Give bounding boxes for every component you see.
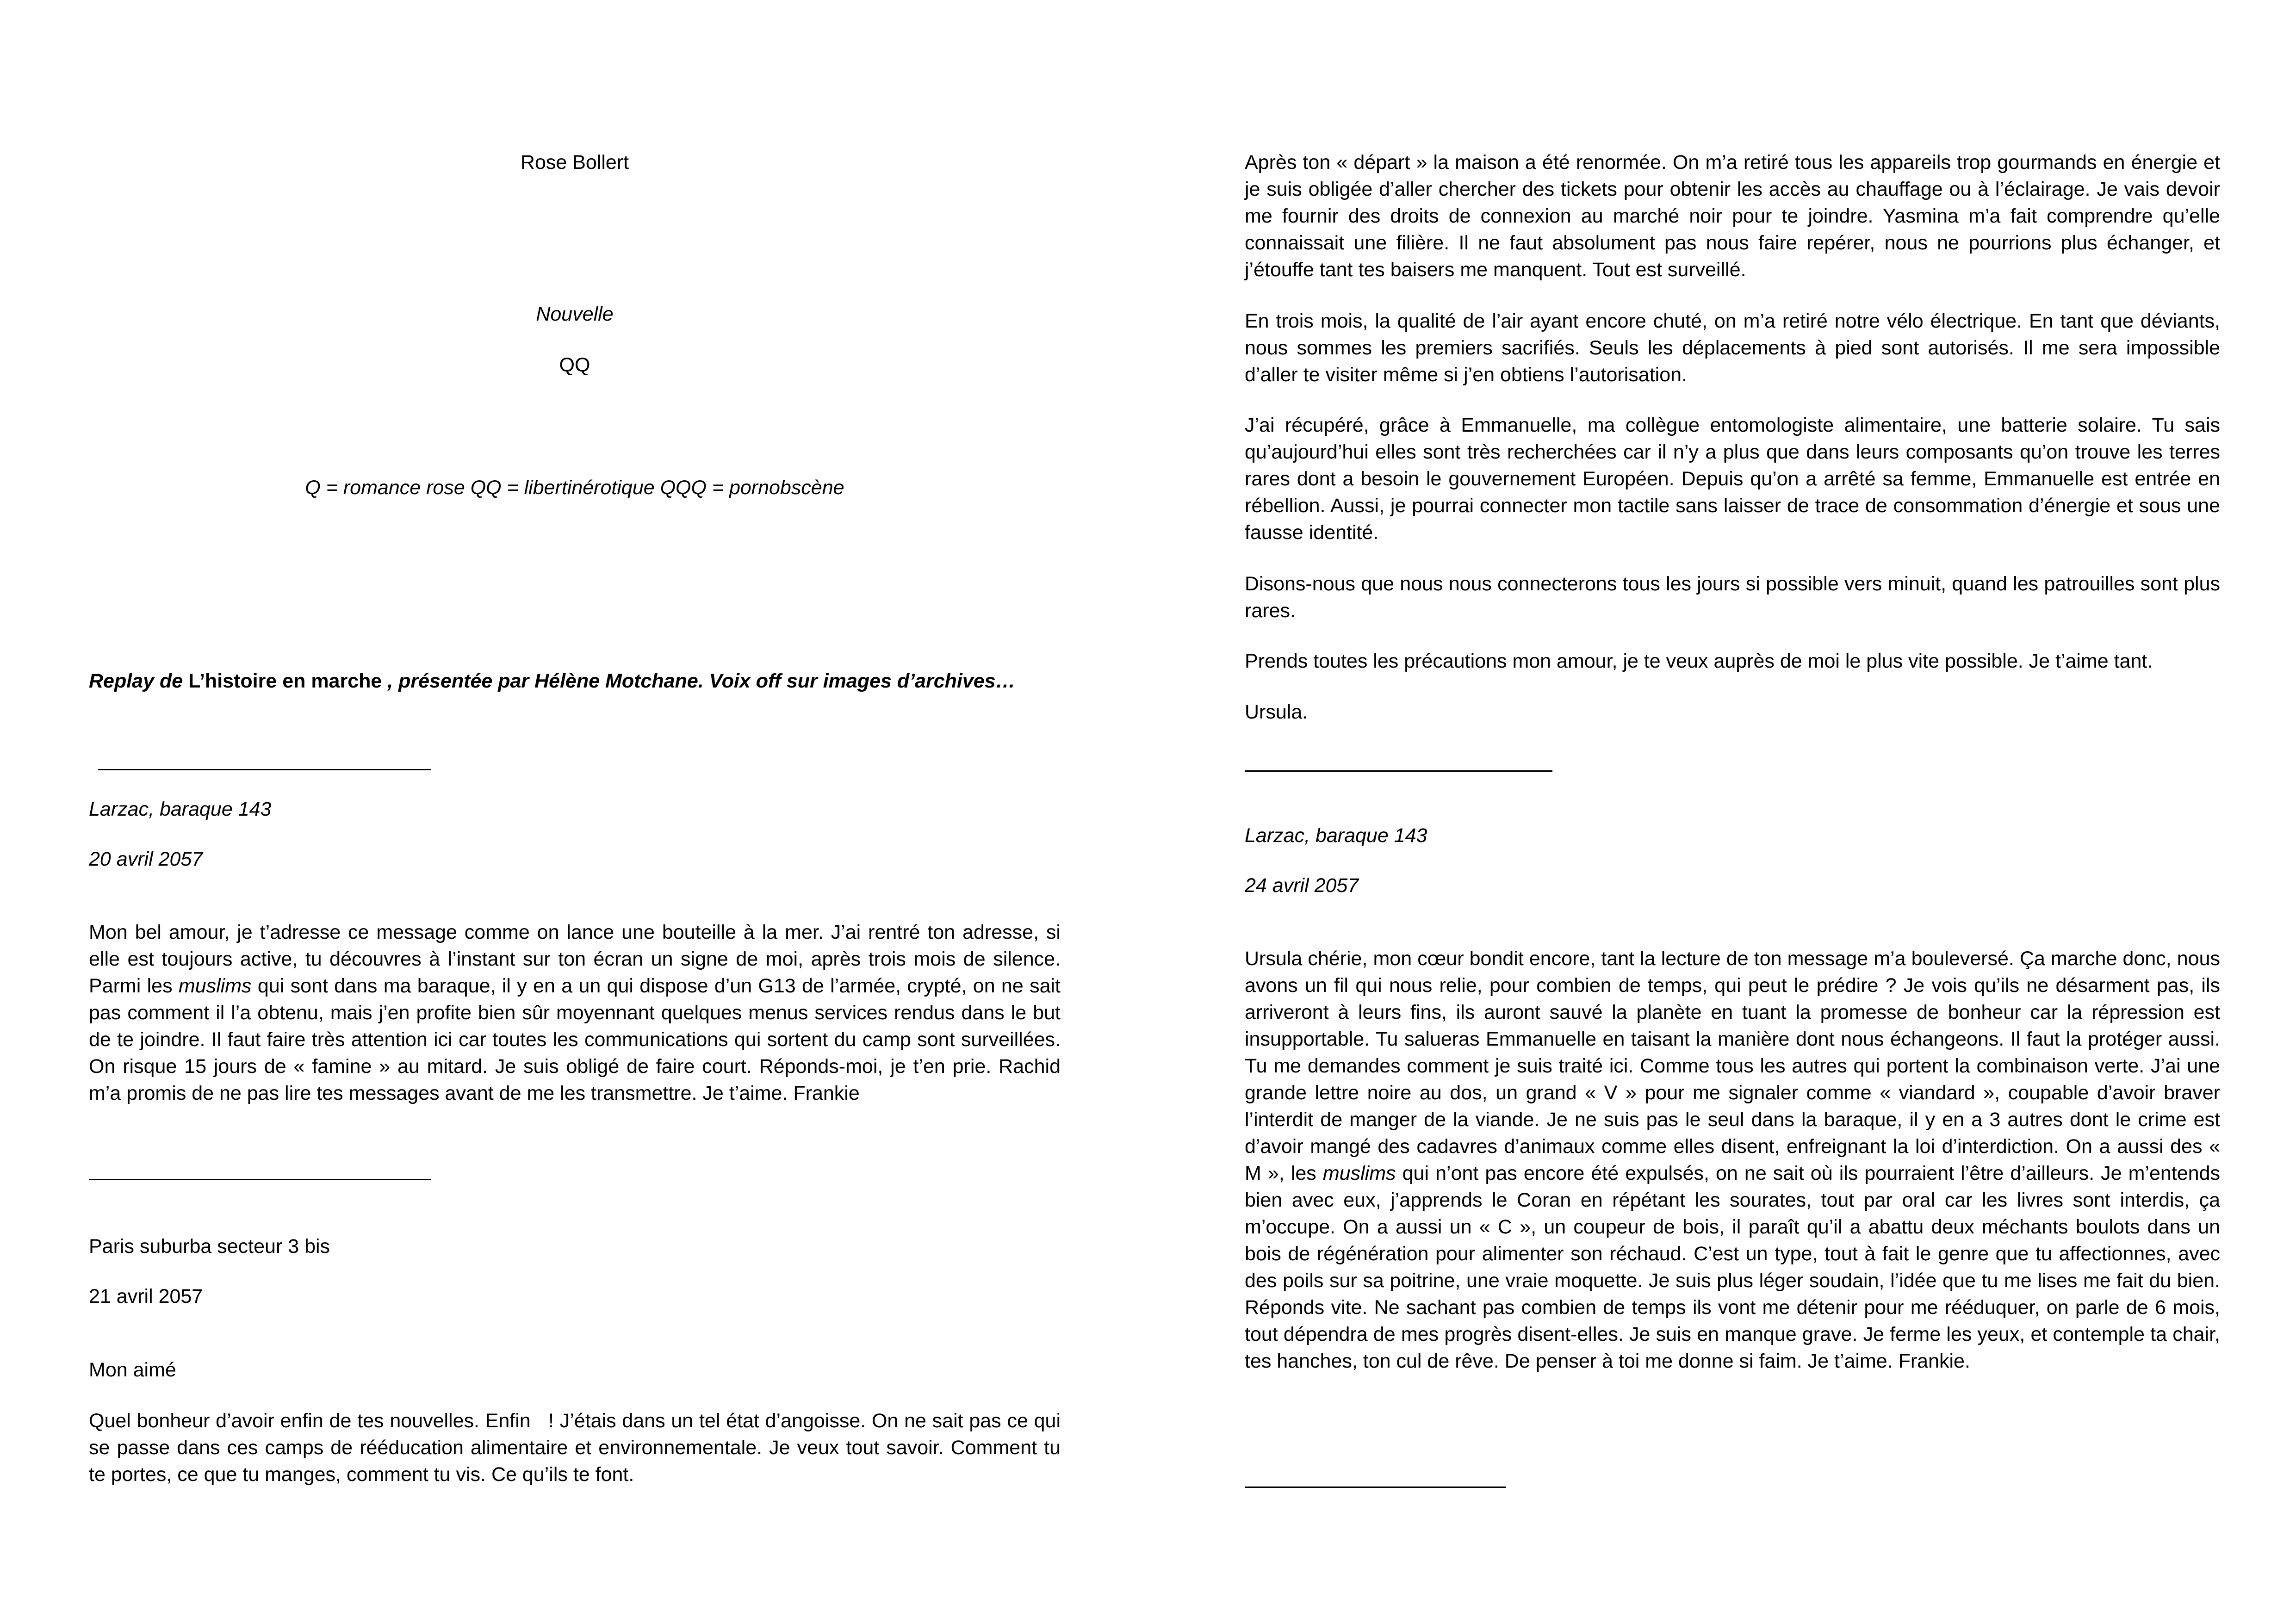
letter2-paragraph-1: Après ton « départ » la maison a été renormée. On m’a retiré tous les appareils trop gourmands en énergie et je suis obligée d’aller chercher des tickets pour obtenir les accès au chauffage ou à l’éclairage. Je vais devoir me fournir des droits de connexion au marché noir pour te joindre. Yasmina m’a fait comprendre qu’elle connaissait une filière. Il ne faut absolument pas nous faire repérer, nous ne pourrions plus échanger, et j’étouffe tant tes baisers me manquent. Tout est surveillé. xyxy=(1245,151,2220,281)
letter3-place: Larzac, baraque 143 xyxy=(1245,824,1427,847)
letter3-body-a: Ursula chérie, mon cœur bondit encore, tant la lecture de ton message m’a bouleversé. Ça marche donc, nous avons un fil qui nous relie, pour combien de temps, qui peut le prédire ? Je vois qu’ils ne désarment pas, ils arriveront à leurs fins, ils auront sauvé la planète en tuant la promesse de bonheur car la répression est insupportable. Tu salueras Emmanuelle en taisant la manière dont nous échangeons. Il faut la protéger aussi. Tu me demandes comment je suis traité ici. Comme tous les autres qui portent la combinaison verte. J’ai une grande lettre noire au dos, un grand « V » pour me signaler comme « viandard », coupable d’avoir braver l’interdit de manger de la viande. Je ne suis pas le seul dans la baraque, il y en a 3 autres dont le crime est d’avoir mangé des cadavres d’animaux comme elles disent, enfreignant la loi d’interdiction. On a aussi des « M », les xyxy=(1245,948,2220,1184)
separator-2 xyxy=(89,1179,431,1180)
letter2-body: Quel bonheur d’avoir enfin de tes nouvelles. Enfin ! J’étais dans un tel état d’angoisse. On ne sait pas ce qui se passe dans ces camps de rééducation alimentaire et environnementale. Je veux tout savoir. Comment tu te portes, ce que tu manges, comment tu vis. Ce qu’ils te font. xyxy=(89,1410,1066,1486)
letter1-body-a: Mon bel amour, je t’adresse ce message comme on lance une bouteille à la mer. J’ai rentré ton adresse, si elle est toujours active, tu découvres à l’instant sur ton écran un signe de moi, après trois mois de silence. Parmi les xyxy=(89,921,1061,997)
intro-paragraph xyxy=(89,668,1061,694)
letter1-place: Larzac, baraque 143 xyxy=(89,798,272,820)
intro-show-title: L’histoire en marche xyxy=(188,670,382,692)
letter2-paragraph-3: J’ai récupéré, grâce à Emmanuelle, ma collègue entomologiste alimentaire, une batterie solaire. Tu sais qu’aujourd’hui elles sont très recherchées car il n’y a plus que dans leurs composants qu’on trouve les terres rares dont a besoin le gouvernement Européen. Depuis qu’on a arrêté sa femme, Emmanuelle est entrée en rébellion. Aussi, je pourrai connecter mon tactile sans laisser de trace de consommation d’énergie et sous une fausse identité. xyxy=(1245,414,2220,544)
letter1-body xyxy=(89,919,1061,1107)
intro-part-3: , présentée par Hélène Motchane. Voix off sur images d’archives… xyxy=(382,670,1016,692)
letter3-body-emphasis: muslims xyxy=(1322,1162,1396,1184)
letter2-paragraph-5: Prends toutes les précautions mon amour, je te veux auprès de moi le plus vite possible. Je t’aime tant. xyxy=(1245,650,2153,672)
letter1-body-b: qui sont dans ma baraque, il y en a un qui dispose d’un G13 de l’armée, crypté, on ne sait pas comment il l’a obtenu, mais j’en profite bien sûr moyennant quelques menus services rendus dans le but de te joindre. Il faut faire très attention ici car toutes les communications qui sortent du camp sont surveillées. On risque 15 jours de « famine » au mitard. Je suis obligé de faire court. Réponds-moi, je t’en prie. Rachid m’a promis de ne pas lire tes messages avant de me les transmettre. Je t’aime. Frankie xyxy=(89,975,1061,1104)
right-page xyxy=(1245,0,2220,1623)
left-page xyxy=(89,0,1066,1623)
rating-label: QQ xyxy=(559,354,590,376)
separator-3 xyxy=(1245,770,1552,772)
letter2-signature: Ursula. xyxy=(1245,701,1308,723)
letter3-body-b: qui n’ont pas encore été expulsés, on ne sait où ils pourraient l’être d’ailleurs. Je m’entends bien avec eux, j’apprends le Coran en répétant les sourates, tout par oral car les livres sont interdis, ça m’occupe. On a aussi un « C », un coupeur de bois, il paraît qu’il a abattu deux méchants boulots dans un bois de régénération pour alimenter son réchaud. C’est un type, tout à fait le genre que tu affectionnes, avec des poils sur sa poitrine, une vraie moquette. Je suis plus léger soudain, l’idée que tu me lises me fait du bien. Réponds vite. Ne sachant pas combien de temps ils vont me détenir pour me rééduquer, on parle de 6 mois, tout dépendra de mes progrès disent-elles. Je suis en manque grave. Je ferme les yeux, et contemple ta chair, tes hanches, ton cul de rêve. De penser à toi me donne si faim. Je t’aime. Frankie. xyxy=(1245,1162,2220,1372)
letter1-date: 20 avril 2057 xyxy=(89,848,203,870)
letter2-date: 21 avril 2057 xyxy=(89,1285,203,1307)
letter2-place: Paris suburba secteur 3 bis xyxy=(89,1235,330,1258)
rating-legend: Q = romance rose QQ = libertinérotique QQQ = pornobscène xyxy=(305,477,844,499)
letter3-body xyxy=(1245,945,2220,1375)
letter2-paragraph-4: Disons-nous que nous nous connecterons tous les jours si possible vers minuit, quand les patrouilles sont plus rares. xyxy=(1245,573,2220,622)
letter2-paragraph-2: En trois mois, la qualité de l’air ayant encore chuté, on m’a retiré notre vélo électrique. En tant que déviants, nous sommes les premiers sacrifiés. Seuls les déplacements à pied sont autorisés. Il me sera impossible d’aller te visiter même si j’en obtiens l’autorisation. xyxy=(1245,310,2220,386)
genre-label: Nouvelle xyxy=(536,303,614,325)
letter3-date: 24 avril 2057 xyxy=(1245,874,1359,897)
letter2-salutation: Mon aimé xyxy=(89,1359,176,1381)
separator-4 xyxy=(1245,1487,1506,1488)
letter1-body-emphasis: muslims xyxy=(178,975,252,997)
separator-1 xyxy=(98,769,431,770)
intro-part-1: Replay de xyxy=(89,670,189,692)
author-name: Rose Bollert xyxy=(520,151,629,173)
